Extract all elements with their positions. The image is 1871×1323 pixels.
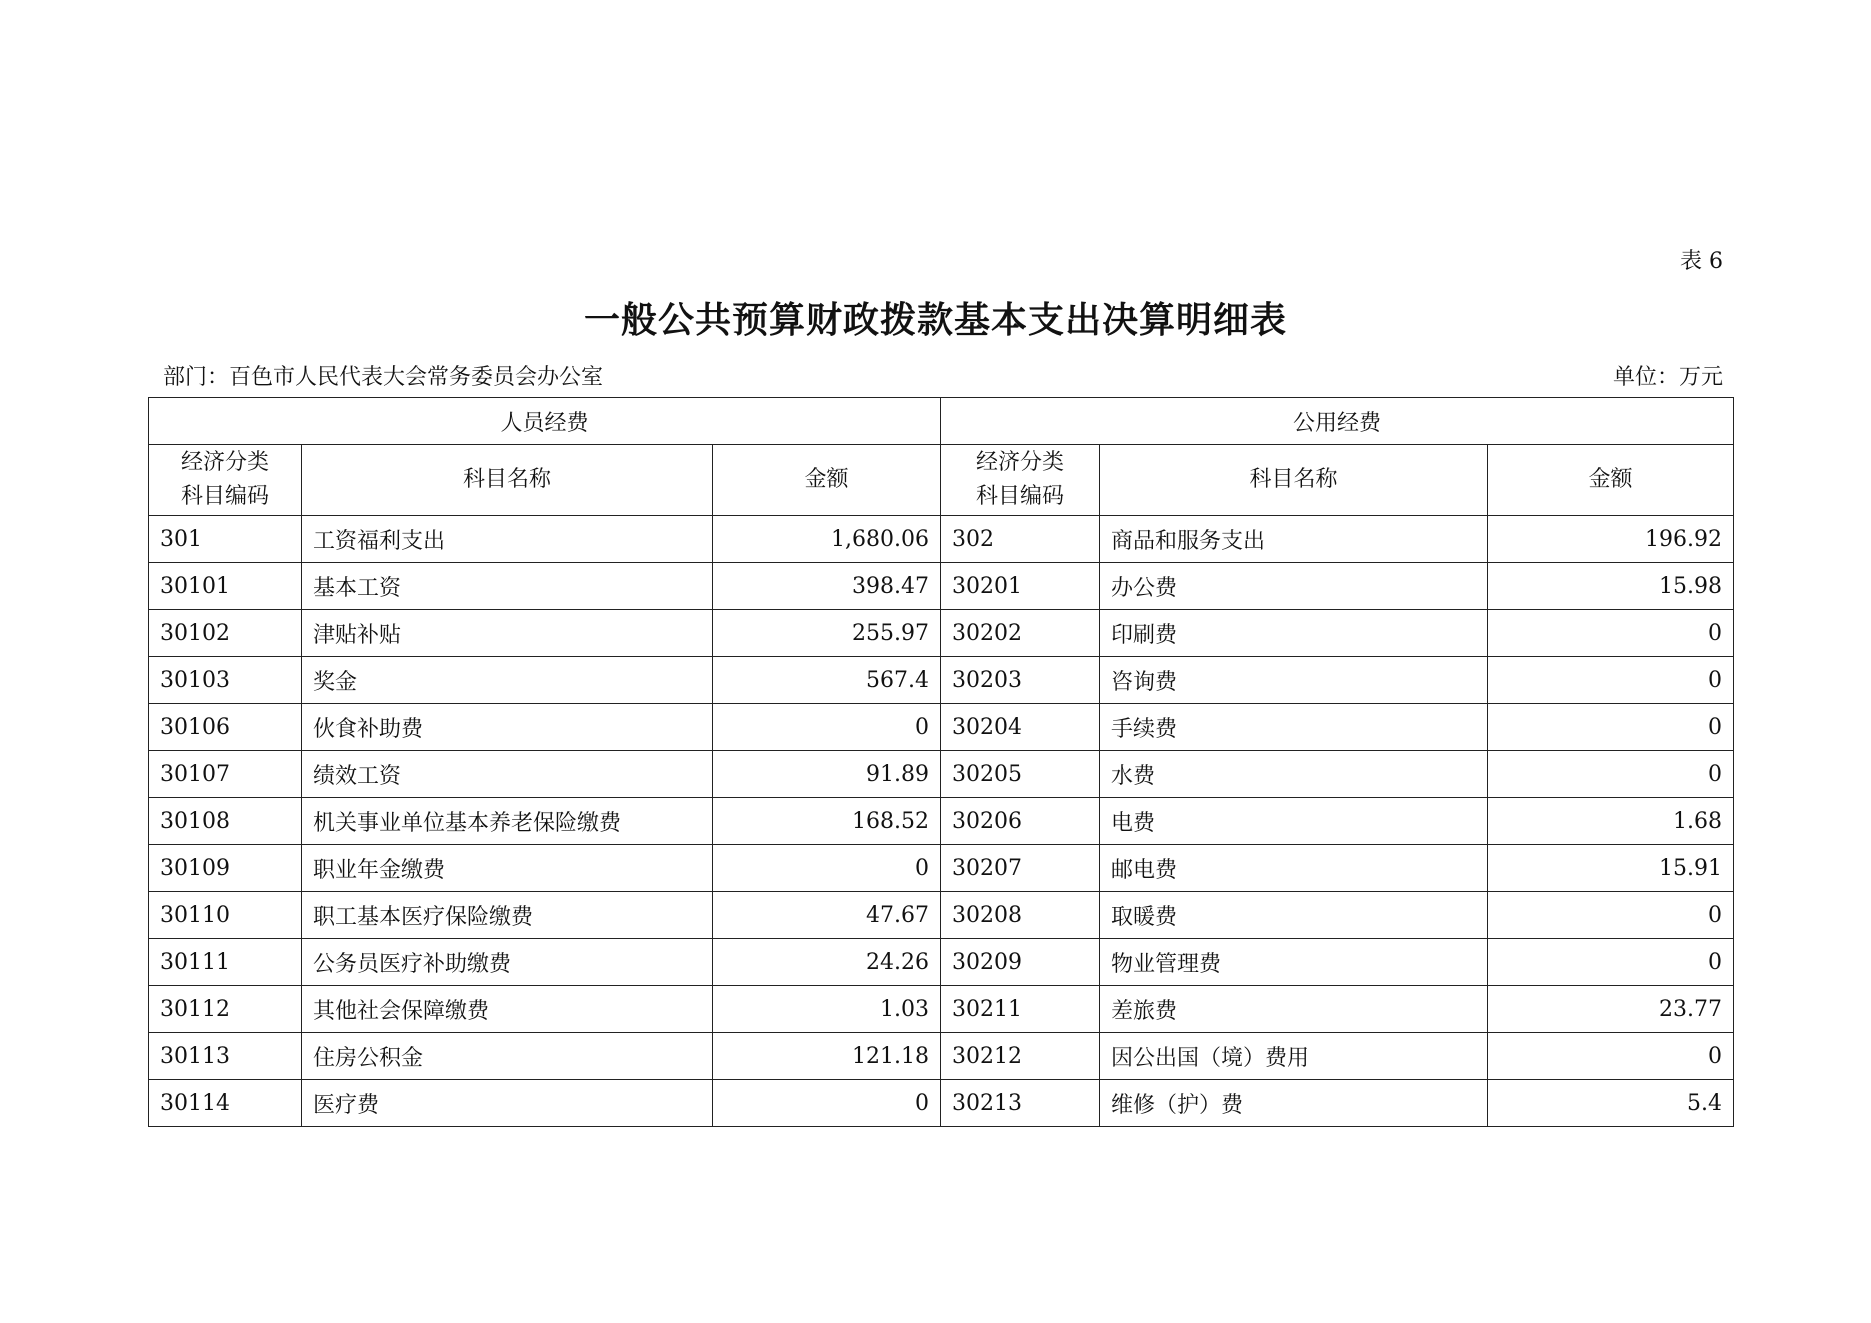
section-personnel: 人员经费 — [149, 398, 941, 445]
public-code-cell: 30213 — [941, 1080, 1100, 1127]
public-amount-cell: 196.92 — [1488, 516, 1734, 563]
personnel-amount-cell: 0 — [713, 1080, 941, 1127]
personnel-name-cell: 基本工资 — [302, 563, 713, 610]
table-row — [149, 610, 1734, 657]
table-row — [149, 986, 1734, 1033]
personnel-code-cell: 301 — [149, 516, 302, 563]
public-name-cell: 电费 — [1100, 798, 1488, 845]
header-code-personnel — [149, 445, 302, 516]
personnel-code-cell: 30112 — [149, 986, 302, 1033]
department-label: 部门：百色市人民代表大会常务委员会办公室 — [163, 365, 604, 390]
personnel-name-cell: 津贴补贴 — [302, 610, 713, 657]
section-header-row — [149, 398, 1734, 445]
public-name-cell: 商品和服务支出 — [1100, 516, 1488, 563]
header-code-line2: 科目编码 — [180, 484, 269, 509]
column-header-row — [149, 445, 1734, 516]
personnel-name-cell: 工资福利支出 — [302, 516, 713, 563]
personnel-amount-cell: 47.67 — [713, 892, 941, 939]
personnel-amount-cell: 0 — [713, 704, 941, 751]
table-row — [149, 657, 1734, 704]
personnel-code-cell: 30114 — [149, 1080, 302, 1127]
table-row — [149, 704, 1734, 751]
personnel-code-cell: 30110 — [149, 892, 302, 939]
public-name-cell: 差旅费 — [1100, 986, 1488, 1033]
public-name-cell: 办公费 — [1100, 563, 1488, 610]
personnel-name-cell: 住房公积金 — [302, 1033, 713, 1080]
public-name-cell: 物业管理费 — [1100, 939, 1488, 986]
public-code-cell: 30203 — [941, 657, 1100, 704]
header-code-line1: 经济分类 — [976, 450, 1065, 475]
public-amount-cell: 1.68 — [1488, 798, 1734, 845]
public-code-cell: 302 — [941, 516, 1100, 563]
public-name-cell: 手续费 — [1100, 704, 1488, 751]
personnel-amount-cell: 398.47 — [713, 563, 941, 610]
public-code-cell: 30202 — [941, 610, 1100, 657]
public-name-cell: 水费 — [1100, 751, 1488, 798]
public-amount-cell: 0 — [1488, 704, 1734, 751]
personnel-name-cell: 机关事业单位基本养老保险缴费 — [302, 798, 713, 845]
personnel-amount-cell: 1.03 — [713, 986, 941, 1033]
personnel-name-cell: 伙食补助费 — [302, 704, 713, 751]
personnel-amount-cell: 567.4 — [713, 657, 941, 704]
section-public: 公用经费 — [941, 398, 1734, 445]
public-code-cell: 30205 — [941, 751, 1100, 798]
personnel-amount-cell: 91.89 — [713, 751, 941, 798]
public-amount-cell: 23.77 — [1488, 986, 1734, 1033]
personnel-name-cell: 职业年金缴费 — [302, 845, 713, 892]
table-row — [149, 892, 1734, 939]
personnel-name-cell: 职工基本医疗保险缴费 — [302, 892, 713, 939]
header-code-public — [941, 445, 1100, 516]
public-name-cell: 咨询费 — [1100, 657, 1488, 704]
public-amount-cell: 0 — [1488, 657, 1734, 704]
public-amount-cell: 0 — [1488, 751, 1734, 798]
public-name-cell: 印刷费 — [1100, 610, 1488, 657]
personnel-code-cell: 30111 — [149, 939, 302, 986]
header-code-line2: 科目编码 — [976, 484, 1065, 509]
public-name-cell: 因公出国（境）费用 — [1100, 1033, 1488, 1080]
header-amount-personnel: 金额 — [713, 445, 941, 516]
table-row — [149, 1080, 1734, 1127]
personnel-code-cell: 30102 — [149, 610, 302, 657]
public-amount-cell: 15.98 — [1488, 563, 1734, 610]
public-amount-cell: 15.91 — [1488, 845, 1734, 892]
personnel-code-cell: 30108 — [149, 798, 302, 845]
header-code-line1: 经济分类 — [180, 450, 269, 475]
public-amount-cell: 0 — [1488, 1033, 1734, 1080]
public-code-cell: 30212 — [941, 1033, 1100, 1080]
header-name-personnel: 科目名称 — [302, 445, 713, 516]
budget-detail-table — [148, 397, 1734, 1127]
personnel-code-cell: 30109 — [149, 845, 302, 892]
personnel-code-cell: 30101 — [149, 563, 302, 610]
table-row — [149, 563, 1734, 610]
personnel-amount-cell: 0 — [713, 845, 941, 892]
personnel-amount-cell: 168.52 — [713, 798, 941, 845]
personnel-code-cell: 30107 — [149, 751, 302, 798]
public-name-cell: 维修（护）费 — [1100, 1080, 1488, 1127]
public-code-cell: 30208 — [941, 892, 1100, 939]
public-code-cell: 30209 — [941, 939, 1100, 986]
public-code-cell: 30201 — [941, 563, 1100, 610]
public-amount-cell: 0 — [1488, 610, 1734, 657]
personnel-name-cell: 其他社会保障缴费 — [302, 986, 713, 1033]
page-title: 一般公共预算财政拨款基本支出决算明细表 — [583, 299, 1287, 341]
unit-label: 单位：万元 — [1612, 365, 1723, 390]
public-code-cell: 30207 — [941, 845, 1100, 892]
table-row — [149, 1033, 1734, 1080]
public-amount-cell: 5.4 — [1488, 1080, 1734, 1127]
public-name-cell: 取暖费 — [1100, 892, 1488, 939]
public-code-cell: 30206 — [941, 798, 1100, 845]
table-row — [149, 516, 1734, 563]
personnel-name-cell: 奖金 — [302, 657, 713, 704]
public-amount-cell: 0 — [1488, 939, 1734, 986]
table-number: 表 6 — [1680, 249, 1723, 274]
personnel-name-cell: 绩效工资 — [302, 751, 713, 798]
personnel-amount-cell: 121.18 — [713, 1033, 941, 1080]
table-row — [149, 751, 1734, 798]
public-amount-cell: 0 — [1488, 892, 1734, 939]
public-code-cell: 30204 — [941, 704, 1100, 751]
public-name-cell: 邮电费 — [1100, 845, 1488, 892]
table-row — [149, 939, 1734, 986]
personnel-code-cell: 30103 — [149, 657, 302, 704]
personnel-amount-cell: 255.97 — [713, 610, 941, 657]
personnel-name-cell: 公务员医疗补助缴费 — [302, 939, 713, 986]
table-row — [149, 798, 1734, 845]
personnel-code-cell: 30113 — [149, 1033, 302, 1080]
personnel-amount-cell: 24.26 — [713, 939, 941, 986]
personnel-name-cell: 医疗费 — [302, 1080, 713, 1127]
personnel-amount-cell: 1,680.06 — [713, 516, 941, 563]
personnel-code-cell: 30106 — [149, 704, 302, 751]
header-name-public: 科目名称 — [1100, 445, 1488, 516]
table-row — [149, 845, 1734, 892]
public-code-cell: 30211 — [941, 986, 1100, 1033]
header-amount-public: 金额 — [1488, 445, 1734, 516]
